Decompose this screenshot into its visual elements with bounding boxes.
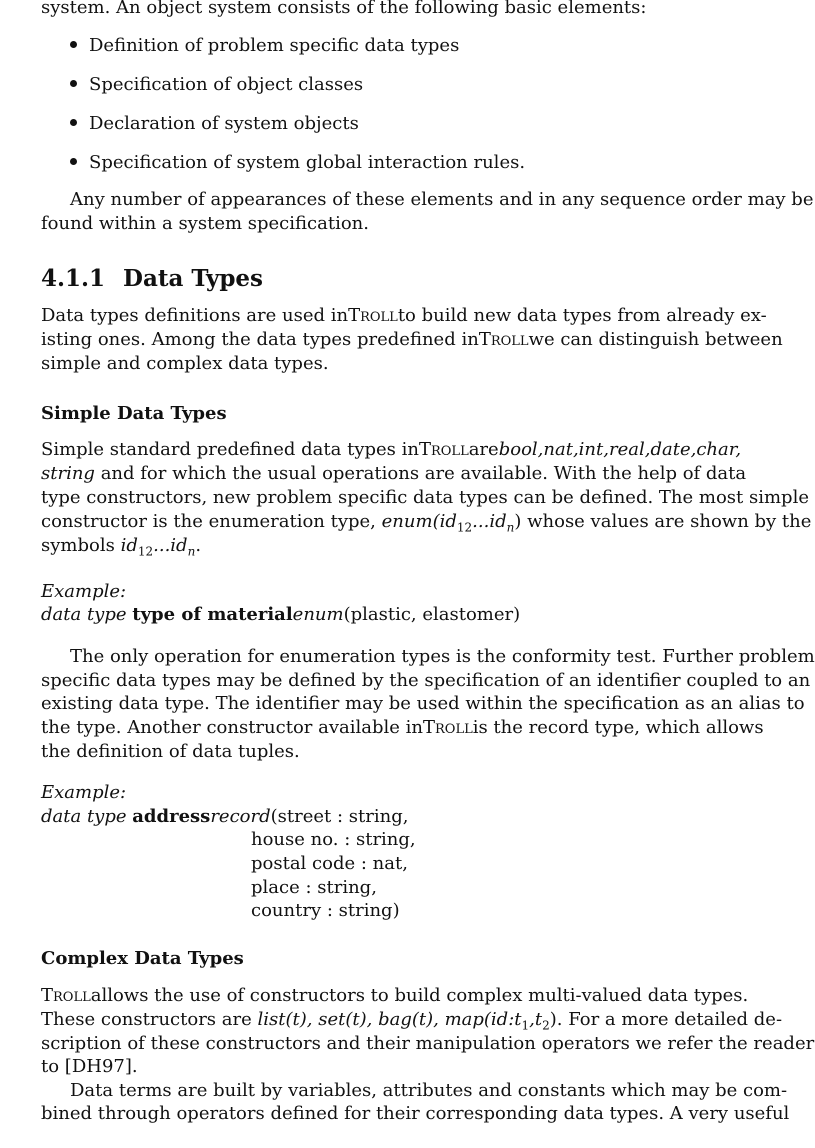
paragraph-line: The only operation for enumeration types is the conformity test. Further problem [70, 646, 815, 667]
paragraph-line: symbols $id_{12}...id_n$. [41, 535, 202, 559]
example-code: data type addressrecord(street : string, [41, 806, 409, 827]
paragraph-line: Any number of appearances of these elements and in any sequence order may be [70, 189, 814, 210]
paragraph-line: Data terms are built by variables, attributes and constants which may be com- [70, 1080, 788, 1101]
paragraph-line: Troll allows the use of constructors to build complex multi-valued data types. [41, 985, 749, 1006]
subsection-heading: Complex Data Types [41, 948, 244, 969]
paragraph-line: isting ones. Among the data types predefined in Troll we can distinguish between [41, 329, 783, 350]
paragraph-line: simple and complex data types. [41, 353, 329, 374]
example-code: data type type of materialenum(plastic, elastomer) [41, 604, 521, 625]
paragraph-line: constructor is the enumeration type, $enum(id_{12}...id_n)$ whose values are shown by the [41, 511, 812, 535]
list-item: Definition of problem specific data types [70, 34, 459, 58]
section-heading [41, 264, 263, 294]
list-item: Specification of system global interaction rules. [70, 151, 525, 175]
paragraph-line: type constructors, new problem specific data types can be defined. The most simple [41, 487, 809, 508]
list-item: Specification of object classes [70, 73, 363, 97]
record-field: place : string, [251, 877, 377, 898]
paragraph-line: These constructors are list(t), set(t), bag(t), $map(id:t_1,t_2)$. For a more detailed de- [41, 1009, 783, 1033]
example-label: Example: [41, 782, 127, 803]
section-number: 4.1.1 [41, 265, 106, 292]
subsection-heading: Simple Data Types [41, 403, 227, 424]
list-item: Declaration of system objects [70, 112, 359, 136]
example-label: Example: [41, 581, 127, 602]
paragraph-line: Simple standard predefined data types in Troll are bool, nat, int, real, date, char, [41, 439, 742, 460]
paragraph-line: the definition of data tuples. [41, 741, 300, 762]
paragraph-line: Data types definitions are used in Troll to build new data types from already ex- [41, 305, 767, 326]
paragraph-line: found within a system specification. [41, 213, 369, 234]
paragraph-line: scription of these constructors and their manipulation operators we refer the reader [41, 1033, 815, 1054]
section-title: Data Types [123, 265, 263, 292]
paragraph-line: the type. Another constructor available in Troll is the record type, which allows [41, 717, 764, 738]
bullet-icon [70, 41, 77, 48]
record-field: country : string) [251, 900, 400, 921]
intro-line: system. An object system consists of the following basic elements: [41, 0, 647, 18]
paragraph-line: existing data type. The identifier may be used within the specification as an alias to [41, 693, 805, 714]
bullet-icon [70, 158, 77, 165]
record-field: postal code : nat, [251, 853, 408, 874]
bullet-icon [70, 80, 77, 87]
paragraph-line: specific data types may be defined by the specification of an identifier coupled to an [41, 670, 811, 691]
record-field: house no. : string, [251, 829, 416, 850]
paragraph-line: to [DH97]. [41, 1056, 138, 1077]
paragraph-line: string and for which the usual operations are available. With the help of data [41, 463, 747, 484]
paragraph-line: bined through operators defined for their corresponding data types. A very useful [41, 1103, 790, 1124]
bullet-icon [70, 119, 77, 126]
